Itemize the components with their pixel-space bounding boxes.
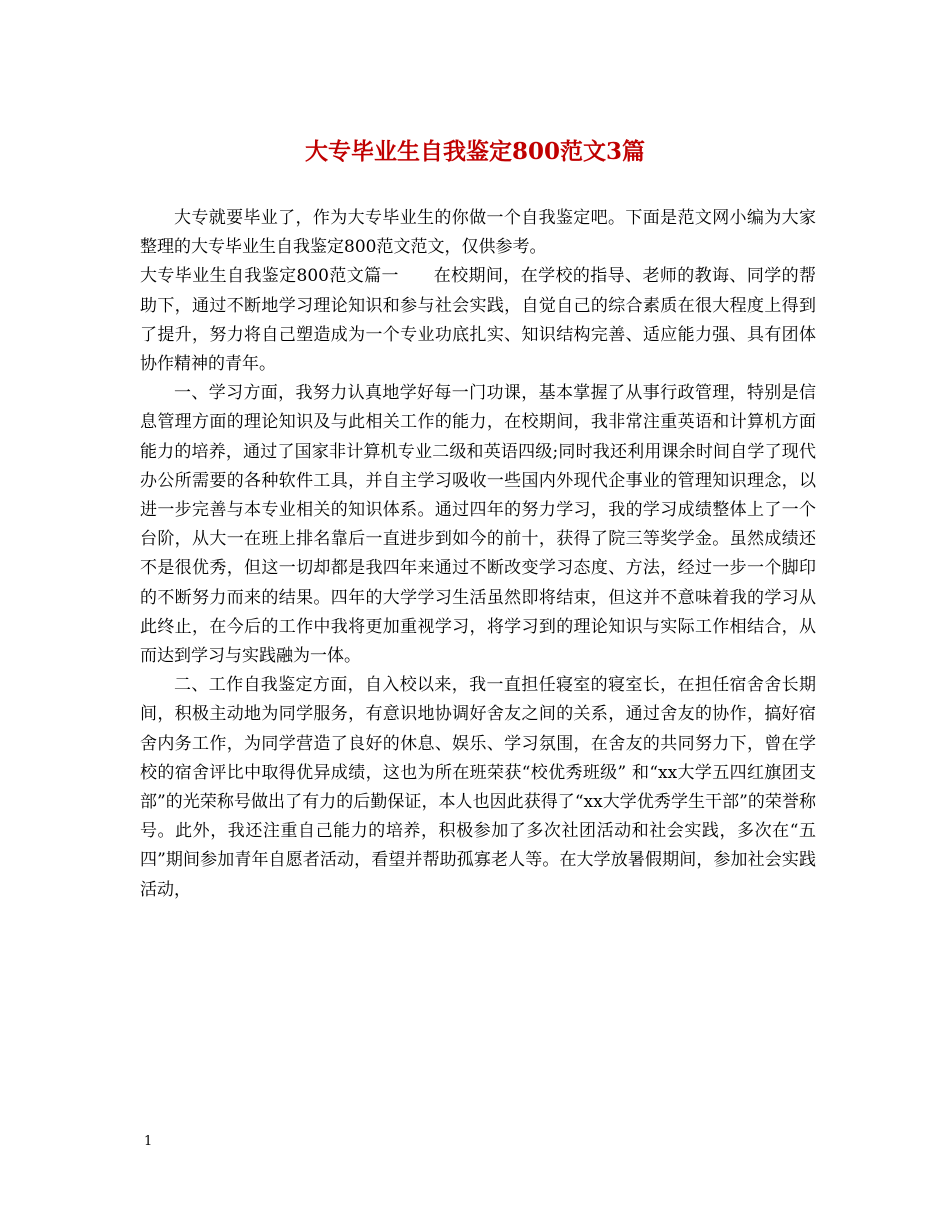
page-number: 1 xyxy=(144,1134,153,1149)
document-title: 大专毕业生自我鉴定800范文3篇 xyxy=(304,138,645,165)
document-body xyxy=(140,204,816,905)
study-paragraph: 一、学习方面，我努力认真地学好每一门功课，基本掌握了从事行政管理，特别是信息管理方面的理论知识及与此相关工作的能力，在校期间，我非常注重英语和计算机方面能力的培养，通过了国家非计算机专业二级和英语四级;同时我还利用课余时间自学了现代办公所需要的各种软件工具，并自主学习吸收一些国内外现代企事业的管理知识理念，以进一步完善与本专业相关的知识体系。通过四年的努力学习，我的学习成绩整体上了一个台阶，从大一在班上排名靠后一直进步到如今的前十，获得了院三等奖学金。虽然成绩还不是很优秀，但这一切却都是我四年来通过不断改变学习态度、方法，经过一步一个脚印的不断努力而来的结果。四年的大学学习生活虽然即将结束，但这并不意味着我的学习从此终止，在今后的工作中我将更加重视学习，将学习到的理论知识与实际工作相结合，从而达到学习与实践融为一体。 xyxy=(140,383,816,667)
section-one-paragraph: 大专毕业生自我鉴定800范文篇一 在校期间，在学校的指导、老师的教诲、同学的帮助下，通过不断地学习理论知识和参与社会实践，自觉自己的综合素质在很大程度上得到了提升，努力将自己塑造成为一个专业功底扎实、知识结构完善、适应能力强、具有团体协作精神的青年。 xyxy=(140,266,816,375)
intro-paragraph: 大专就要毕业了，作为大专毕业生的你做一个自我鉴定吧。下面是范文网小编为大家整理的大专毕业生自我鉴定800范文范文，仅供参考。 xyxy=(140,208,816,258)
work-paragraph: 二、工作自我鉴定方面，自入校以来，我一直担任寝室的寝室长，在担任宿舍舍长期间，积极主动地为同学服务，有意识地协调好舍友之间的关系，通过舍友的协作，搞好宿舍内务工作，为同学营造了良好的休息、娱乐、学习氛围，在舍友的共同努力下，曾在学校的宿舍评比中取得优异成绩，这也为所在班荣获“校优秀班级” 和“xx大学五四红旗团支部”的光荣称号做出了有力的后勤保证，本人也因此获得了“xx大学优秀学生干部”的荣誉称号。此外，我还注重自己能力的培养，积极参加了多次社团活动和社会实践，多次在“五四”期间参加青年自愿者活动，看望并帮助孤寡老人等。在大学放暑假期间，参加社会实践活动， xyxy=(140,675,816,900)
